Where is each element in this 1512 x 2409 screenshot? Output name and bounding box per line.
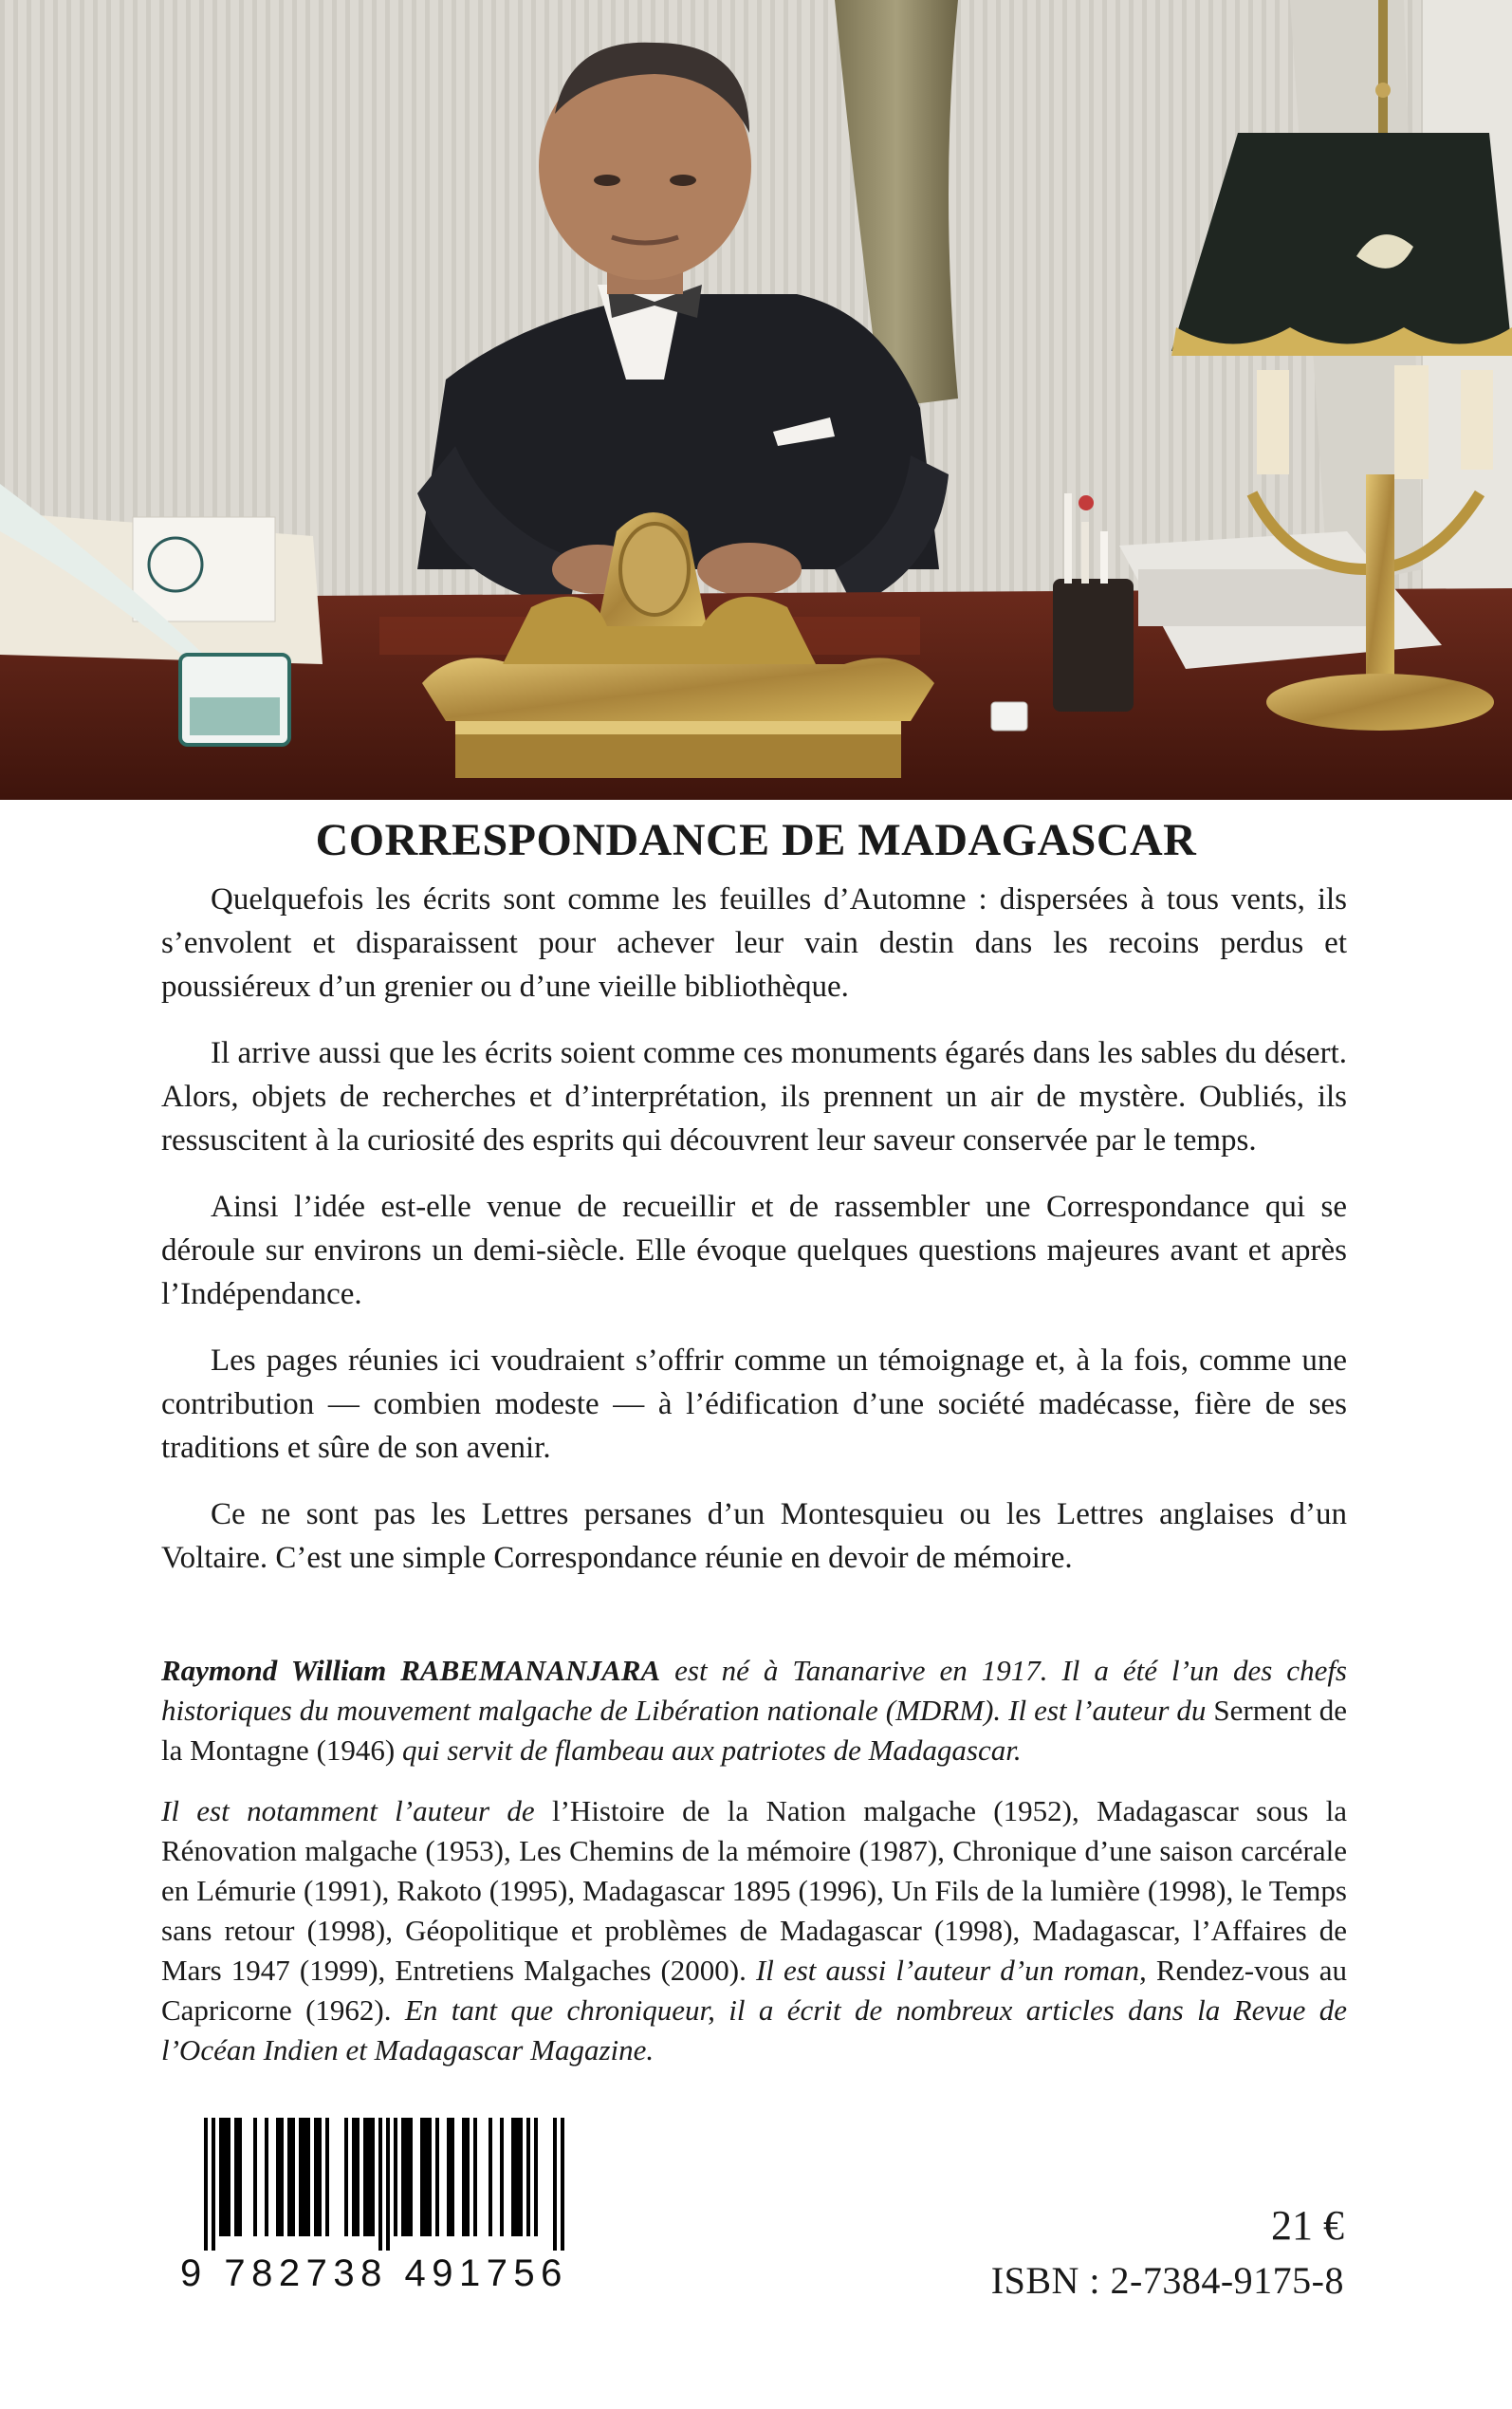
barcode-bar: [394, 2118, 397, 2236]
barcode-bar: [325, 2118, 329, 2236]
barcode-bar: [276, 2118, 280, 2236]
bio-novel-intro: Il est aussi l’auteur d’un roman,: [746, 1954, 1156, 1987]
cover-photo: [0, 0, 1512, 800]
bio-intro: Il est notamment l’auteur de: [161, 1794, 552, 1827]
barcode-bar: [227, 2118, 230, 2236]
barcode-bar: [409, 2118, 413, 2236]
barcode-bar: [435, 2118, 439, 2236]
barcode-digits: 9 782738 491756: [180, 2252, 568, 2294]
barcode-bar: [515, 2118, 519, 2236]
barcode-bar: [356, 2118, 360, 2236]
bio-works-list: l’Histoire de la Nation malgache (1952), Madagascar sous la Rénovation malgache (1953), Les Chemins de la mémoire (1987), Chronique d’une saison carcérale en Lémurie (1991), Rakoto (1995), Madagascar 1895 (1996), Un Fils de la lumière (1998), le Temps sans retour (1998), Géopolitique et problèmes de Madagascar (1998), Madagascar, l’Affaires de Mars 1947 (1999), Entretiens Malgaches (2000).: [161, 1794, 1347, 1987]
barcode-bar: [511, 2118, 515, 2236]
paragraph-1: Quelquefois les écrits sont comme les feuilles d’Automne : dispersées à tous vents, ils s’envolent et disparaissent pour achever leur vain destin dans les recoins perdus et poussiéreux d’un grenier ou d’une vieille bibliothèque.: [161, 882, 1347, 1004]
barcode-bar: [519, 2118, 523, 2236]
barcode-bar: [371, 2118, 375, 2236]
barcode-bar: [299, 2118, 303, 2236]
bio-chronicler: En tant que chroniqueur, il a écrit de nombreux articles dans la Revue de l’Océan Indien et Madagascar Magazine.: [161, 1993, 1347, 2066]
barcode-bar: [253, 2118, 257, 2236]
barcode-bar: [424, 2118, 428, 2236]
barcode-bar: [238, 2118, 242, 2236]
bio-work-title: Serment de la Montagne (1946): [161, 1694, 1347, 1767]
barcode-bar: [265, 2118, 268, 2236]
barcode-bar: [500, 2118, 504, 2236]
barcode-bar: [363, 2118, 367, 2236]
barcode-bar: [352, 2118, 356, 2236]
barcode-bar: [534, 2118, 538, 2236]
author-name: Raymond William RABEMANANJARA: [161, 1654, 661, 1687]
barcode-bar: [318, 2118, 322, 2236]
barcode-bar: [223, 2118, 227, 2236]
author-portrait-photo: [0, 0, 1512, 800]
blurb: [161, 878, 1347, 1603]
paragraph-4: Les pages réunies ici voudraient s’offrir comme un témoignage et, à la fois, comme une contribution — combien modeste — à l’édification d’une société madécasse, fière de ses traditions et sûre de son avenir.: [161, 1343, 1347, 1465]
barcode-bar: [291, 2118, 295, 2236]
barcode-bar: [405, 2118, 409, 2236]
bio-paragraph-1: [161, 1651, 1347, 1770]
barcode-bar: [466, 2118, 470, 2236]
barcode-bar: [378, 2118, 382, 2251]
bio-text-1: est né à Tananarive en 1917. Il a été l’un des chefs historiques du mouvement malgache de Libération nationale (MDRM). Il est l’auteur du: [161, 1654, 1347, 1727]
bio-text-2: qui servit de flambeau aux patriotes de Madagascar.: [395, 1733, 1022, 1767]
isbn: ISBN : 2-7384-9175-8: [990, 2259, 1344, 2302]
barcode-bar: [234, 2118, 238, 2236]
barcode-bar: [314, 2118, 318, 2236]
barcode-bar: [428, 2118, 432, 2236]
barcode-bar: [386, 2118, 390, 2251]
bio-paragraph-2: [161, 1791, 1347, 2070]
barcode-bar: [219, 2118, 223, 2236]
barcode-bar: [367, 2118, 371, 2236]
author-bio: [161, 1651, 1347, 2091]
barcode-bar: [473, 2118, 477, 2236]
book-title: CORRESPONDANCE DE MADAGASCAR: [315, 815, 1197, 865]
barcode-bar: [401, 2118, 405, 2236]
barcode-bar: [462, 2118, 466, 2236]
paragraph-3: Ainsi l’idée est-elle venue de recueillir et de rassembler une Correspondance qui se déroule sur environs un demi-siècle. Elle évoque quelques questions majeures avant et après l’Indépendance.: [161, 1190, 1347, 1311]
barcode-bar: [526, 2118, 530, 2236]
price: 21 €: [1271, 2202, 1344, 2249]
bio-novel-title: Rendez-vous au Capricorne (1962).: [161, 1954, 1347, 2027]
barcode-bars: [180, 2118, 579, 2251]
barcode-bar: [561, 2118, 564, 2251]
barcode-bar: [212, 2118, 215, 2251]
barcode-bar: [287, 2118, 291, 2236]
paragraph-5: Ce ne sont pas les Lettres persanes d’un Montesquieu ou les Lettres anglaises d’un Voltaire. C’est une simple Correspondance réunie en devoir de mémoire.: [161, 1497, 1347, 1575]
barcode-bar: [447, 2118, 451, 2236]
barcode-bar: [280, 2118, 284, 2236]
barcode-bar: [451, 2118, 454, 2236]
barcode-bar: [306, 2118, 310, 2236]
paragraph-2: Il arrive aussi que les écrits soient comme ces monuments égarés dans les sables du désert. Alors, objets de recherches et d’interprétation, ils prennent un air de mystère. Oubliés, ils ressuscitent à la curiosité des esprits qui découvrent leur saveur conservée par le temps.: [161, 1036, 1347, 1158]
barcode-bar: [344, 2118, 348, 2236]
barcode-bar: [553, 2118, 557, 2251]
barcode-bar: [489, 2118, 492, 2236]
barcode-bar: [303, 2118, 306, 2236]
barcode-bar: [204, 2118, 208, 2251]
barcode-bar: [420, 2118, 424, 2236]
